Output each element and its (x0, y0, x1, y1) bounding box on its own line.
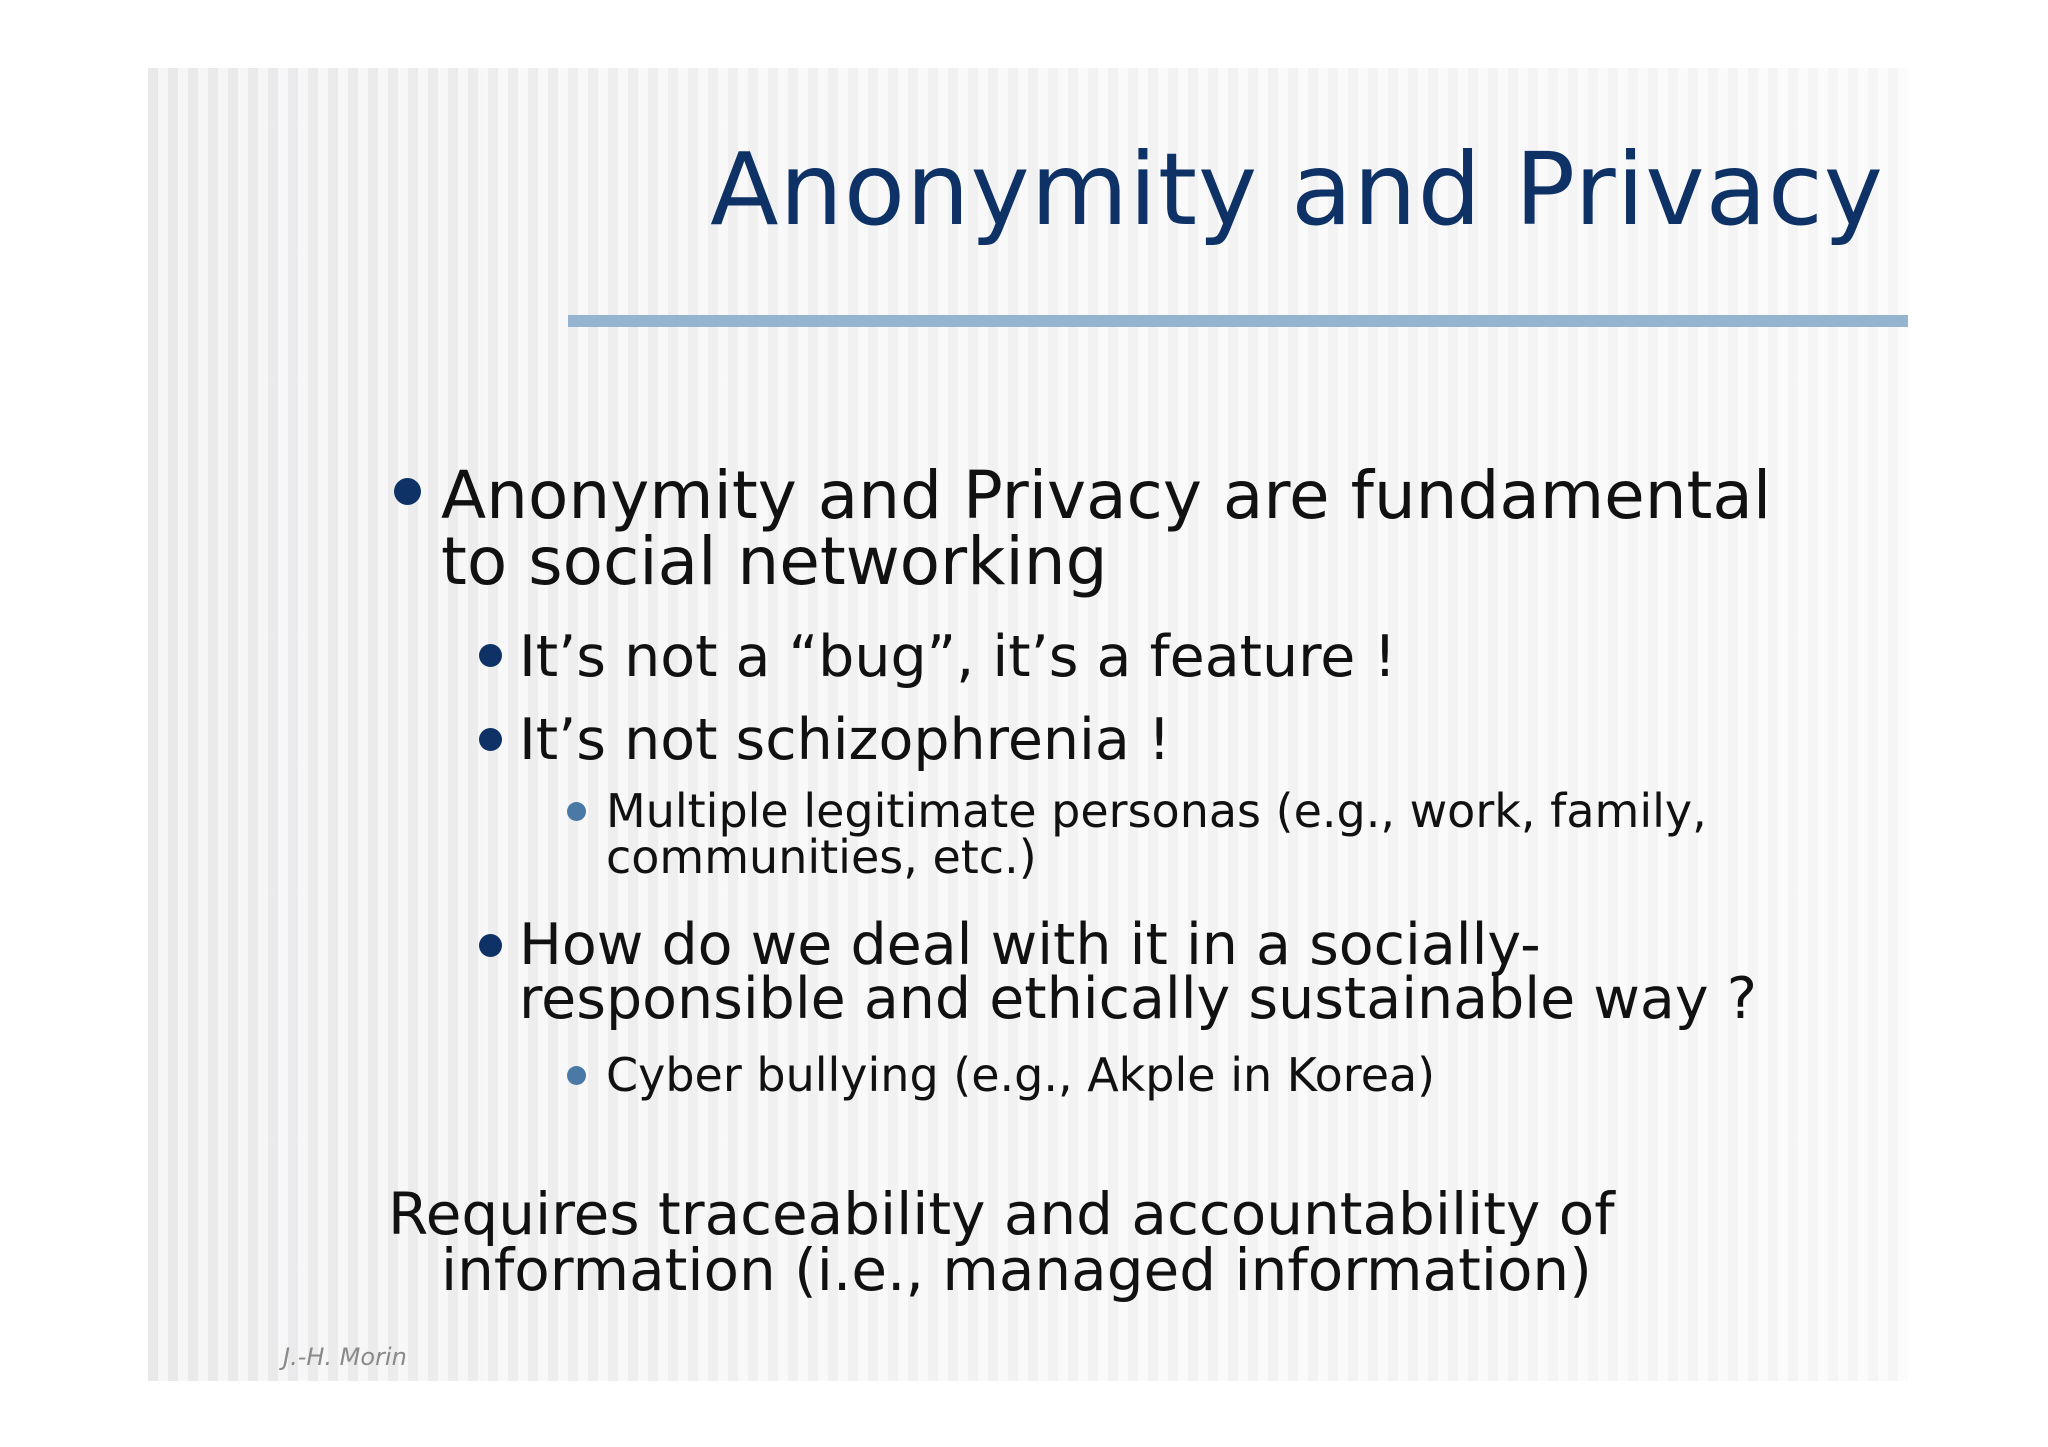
conclusion-text (388, 1180, 1615, 1304)
bullet-6 (606, 1048, 1436, 1102)
bullet-2 (519, 624, 1397, 690)
conclusion-line-2: information (i.e., managed information) (441, 1236, 1592, 1304)
bullet-3-line-1: It’s not schizophrenia ! (519, 707, 1171, 773)
bullet-2-line-1: It’s not a “bug”, it’s a feature ! (519, 624, 1397, 690)
bullet-dot-2 (479, 644, 502, 667)
bullet-dot-1 (394, 478, 421, 505)
bullet-dot-4 (567, 802, 586, 821)
bullet-5 (519, 912, 1757, 1032)
bullet-6-line-1: Cyber bullying (e.g., Akple in Korea) (606, 1048, 1436, 1102)
bullet-4-line-2: communities, etc.) (606, 830, 1037, 884)
bullet-5-line-1: How do we deal with it in a socially- (519, 912, 1541, 978)
bullet-dot-5 (479, 934, 502, 957)
bullet-3 (519, 707, 1171, 773)
slide (148, 68, 1908, 1381)
bullet-4-line-1: Multiple legitimate personas (e.g., work, family, (606, 784, 1707, 838)
bullet-1 (441, 457, 1772, 600)
conclusion-line-1: Requires traceability and accountability of (388, 1180, 1615, 1248)
title-divider (568, 315, 1908, 327)
bullet-4 (606, 784, 1707, 884)
bullet-5-line-2: responsible and ethically sustainable way ? (519, 966, 1757, 1032)
author-footer: J.-H. Morin (283, 1343, 407, 1371)
bullet-dot-6 (567, 1066, 586, 1085)
bullet-1-line-2: to social networking (441, 523, 1108, 600)
bullet-1-line-1: Anonymity and Privacy are fundamental (441, 457, 1772, 534)
slide-title: Anonymity and Privacy (710, 131, 1884, 248)
bullet-dot-3 (479, 728, 502, 751)
